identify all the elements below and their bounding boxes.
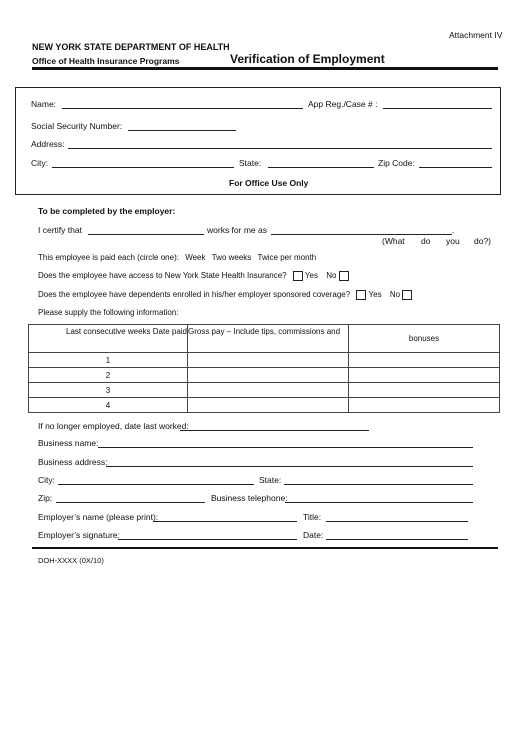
access-yes-checkbox[interactable] [293,271,303,281]
dependents-yes-checkbox[interactable] [356,290,366,300]
table-row [29,353,500,368]
name-field[interactable] [62,108,303,109]
address-label: Address: [31,139,65,149]
access-no-checkbox[interactable] [339,271,349,281]
name-label: Name: [31,99,57,109]
business-address-field[interactable] [106,466,473,467]
access-yes-label: Yes [304,271,318,281]
gross-pay-cell[interactable] [188,398,349,413]
dependents-no-checkbox[interactable] [402,290,412,300]
zip-code-label: Zip Code: [378,158,415,168]
gross-pay-cell[interactable] [188,383,349,398]
gross-pay-cell[interactable] [188,353,349,368]
office-name: Office of Health Insurance Programs [32,56,180,66]
row-number: 3 [29,383,188,398]
signature-label: Employer’s signature: [38,530,120,540]
certify-mid: works for me as [207,225,267,235]
signature-field[interactable] [118,539,297,540]
ssn-label: Social Security Number: [31,121,123,131]
pay-table-header [29,325,500,353]
employer-name-field[interactable] [153,521,297,522]
hint-what: (What [382,236,405,246]
gross-pay-cell[interactable] [188,368,349,383]
table-row [29,368,500,383]
department-name: NEW YORK STATE DEPARTMENT OF HEALTH [32,42,230,52]
bottom-state-field[interactable] [284,484,473,485]
address-field[interactable] [68,148,492,149]
pay-table [28,324,500,413]
date-field[interactable] [326,539,468,540]
office-use-caption: For Office Use Only [229,178,309,188]
access-question-row [38,271,349,281]
telephone-field[interactable] [285,502,473,503]
dependents-question: Does the employee have dependents enrolled in his/her employer sponsored coverage? [38,290,351,300]
pay-frequency-row [38,253,316,262]
header-gross-pay: Gross pay – Include tips, commissions and [188,325,349,353]
state-label: State: [239,158,262,168]
bonuses-cell[interactable] [349,368,500,383]
last-worked-field[interactable] [180,430,369,431]
title-label: Title: [303,512,322,522]
title-field[interactable] [326,521,468,522]
employer-name-label: Employer’s name (please print): [38,512,159,522]
bonuses-cell[interactable] [349,383,500,398]
access-question: Does the employee have access to New York State Health Insurance? [38,271,287,281]
header-bonuses: bonuses [349,325,500,353]
page-title: Verification of Employment [230,52,385,66]
certify-prefix: I certify that [38,225,82,235]
date-label: Date: [303,530,324,540]
city-field[interactable] [52,167,234,168]
dependents-yes-label: Yes [368,290,382,300]
state-field[interactable] [268,167,374,168]
dependents-question-row [38,290,412,300]
certify-end: . [452,225,455,235]
table-row [29,383,500,398]
bottom-zip-label: Zip: [38,493,53,503]
job-title-field[interactable] [271,234,452,235]
option-twice-per-month[interactable]: Twice per month [257,253,317,262]
row-number: 4 [29,398,188,413]
hint-you: you [446,236,460,246]
bottom-state-label: State: [259,475,282,485]
last-worked-label: If no longer employed, date last worked: [38,421,189,431]
bottom-city-label: City: [38,475,55,485]
bonuses-cell[interactable] [349,353,500,368]
option-two-weeks[interactable]: Two weeks [211,253,252,262]
bottom-city-field[interactable] [58,484,254,485]
pay-frequency-label: This employee is paid each (circle one): [38,253,179,262]
option-week[interactable]: Week [185,253,206,262]
row-number: 1 [29,353,188,368]
employer-heading: To be completed by the employer: [38,206,176,216]
app-reg-field[interactable] [383,108,492,109]
access-no-label: No [326,271,337,281]
business-address-label: Business address: [38,457,108,467]
attachment-label: Attachment IV [449,30,503,40]
app-reg-label: App Reg./Case # : [308,99,378,109]
business-name-label: Business name: [38,438,99,448]
bonuses-cell[interactable] [349,398,500,413]
business-name-field[interactable] [98,447,473,448]
dependents-no-label: No [389,290,401,300]
employee-name-field[interactable] [88,234,204,235]
header-weeks-date-paid: Last consecutive weeks Date paid [29,325,188,353]
hint-do: do [421,236,431,246]
telephone-label: Business telephone: [211,493,288,503]
header-rule [32,67,498,70]
supply-instruction: Please supply the following information: [38,308,179,317]
zip-code-field[interactable] [419,167,492,168]
footer-rule [32,547,498,549]
form-number: DOH-XXXX (0X/10) [38,556,104,565]
hint-do2: do?) [474,236,492,246]
row-number: 2 [29,368,188,383]
bottom-zip-field[interactable] [56,502,205,503]
table-row [29,398,500,413]
ssn-field[interactable] [128,130,236,131]
city-label: City: [31,158,48,168]
